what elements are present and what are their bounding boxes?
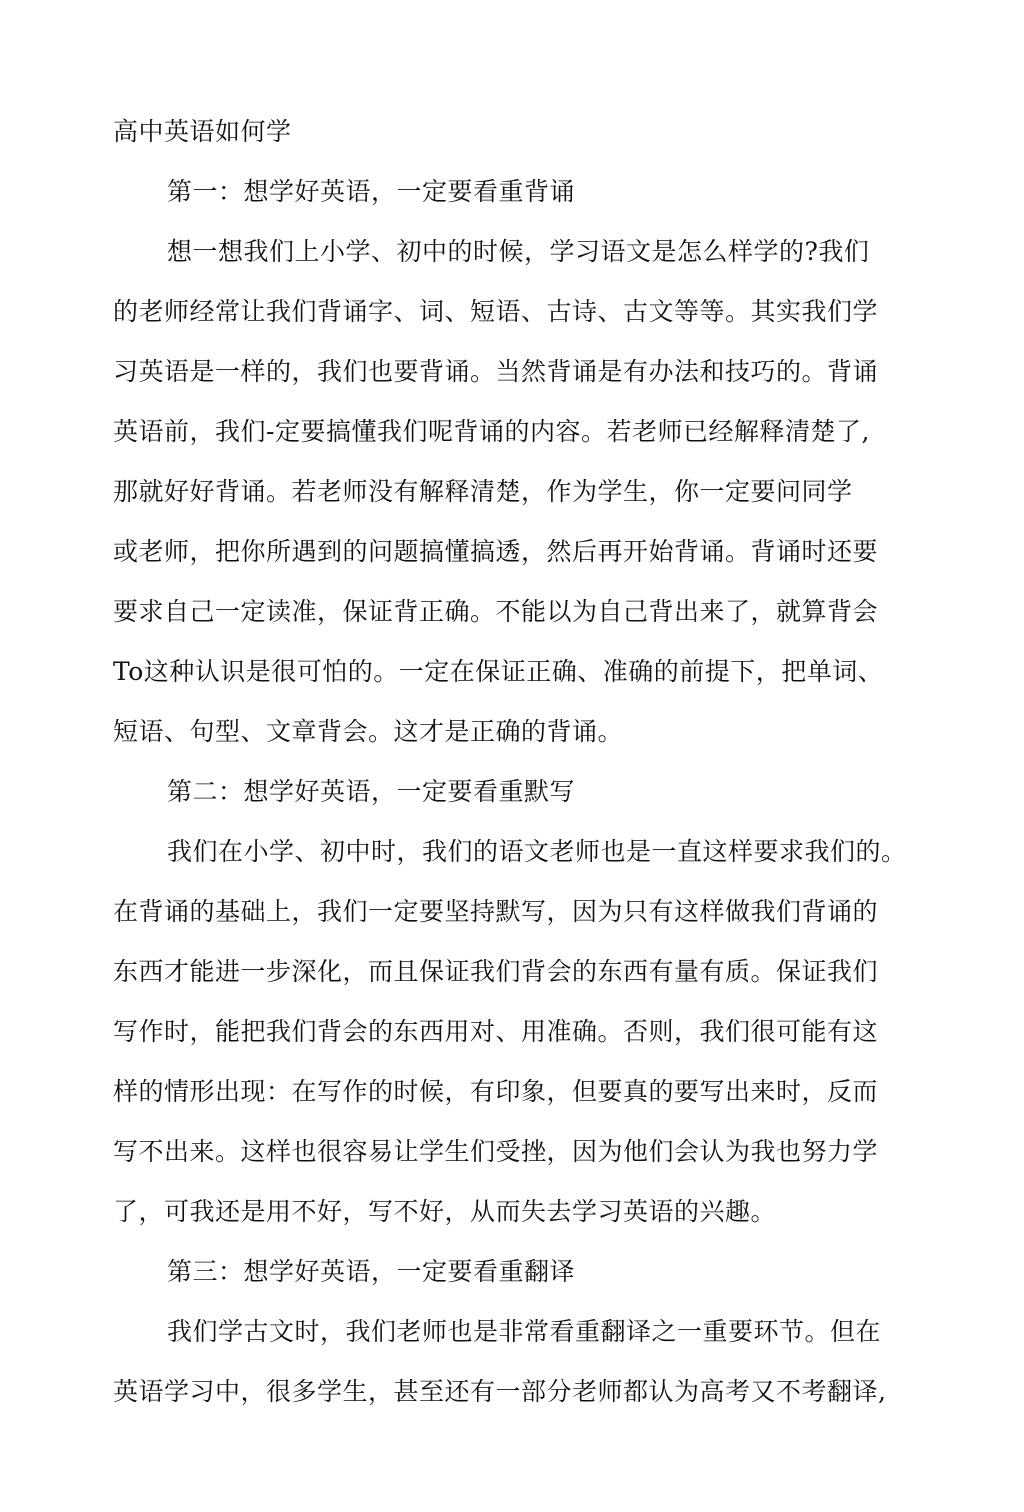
paragraph-line: 英语前，我们-定要搞懂我们呢背诵的内容。若老师已经解释清楚了, [113, 417, 870, 446]
paragraph-line: 了，可我还是用不好，写不好，从而失去学习英语的兴趣。 [113, 1197, 777, 1226]
paragraph-line: 东西才能进一步深化，而且保证我们背会的东西有量有质。保证我们 [113, 957, 879, 986]
paragraph-line: 我们在小学、初中时，我们的语文老师也是一直这样要求我们的。 [167, 837, 907, 866]
paragraph-line: 或老师，把你所遇到的问题搞懂搞透，然后再开始背诵。背诵时还要 [113, 537, 879, 566]
paragraph-line: 写作时，能把我们背会的东西用对、用准确。否则，我们很可能有这 [113, 1017, 879, 1046]
document-title: 高中英语如何学 [113, 117, 292, 146]
paragraph-line: 的老师经常让我们背诵字、词、短语、古诗、古文等等。其实我们学 [113, 297, 879, 326]
section-heading-3: 第三：想学好英语，一定要看重翻译 [167, 1257, 576, 1286]
section-heading-1: 第一：想学好英语，一定要看重背诵 [167, 177, 576, 206]
paragraph-line: 在背诵的基础上，我们一定要坚持默写，因为只有这样做我们背诵的 [113, 897, 879, 926]
paragraph-line: 我们学古文时，我们老师也是非常看重翻译之一重要环节。但在 [167, 1317, 882, 1346]
section-heading-2: 第二：想学好英语，一定要看重默写 [167, 777, 576, 806]
paragraph-line: 那就好好背诵。若老师没有解释清楚，作为学生，你一定要问同学 [113, 477, 853, 506]
paragraph-line: 写不出来。这样也很容易让学生们受挫，因为他们会认为我也努力学 [113, 1137, 879, 1166]
paragraph-line: 习英语是一样的，我们也要背诵。当然背诵是有办法和技巧的。背诵 [113, 357, 879, 386]
paragraph-line: 英语学习中，很多学生，甚至还有一部分老师都认为高考又不考翻译, [113, 1377, 887, 1406]
paragraph-line: To这种认识是很可怕的。一定在保证正确、准确的前提下，把单词、 [113, 657, 884, 686]
paragraph-line: 想一想我们上小学、初中的时候，学习语文是怎么样学的?我们 [167, 237, 870, 266]
paragraph-line: 样的情形出现：在写作的时候，有印象，但要真的要写出来时，反而 [113, 1077, 879, 1106]
paragraph-line: 短语、句型、文章背会。这才是正确的背诵。 [113, 717, 624, 746]
paragraph-line: 要求自己一定读准，保证背正确。不能以为自己背出来了，就算背会 [113, 597, 879, 626]
